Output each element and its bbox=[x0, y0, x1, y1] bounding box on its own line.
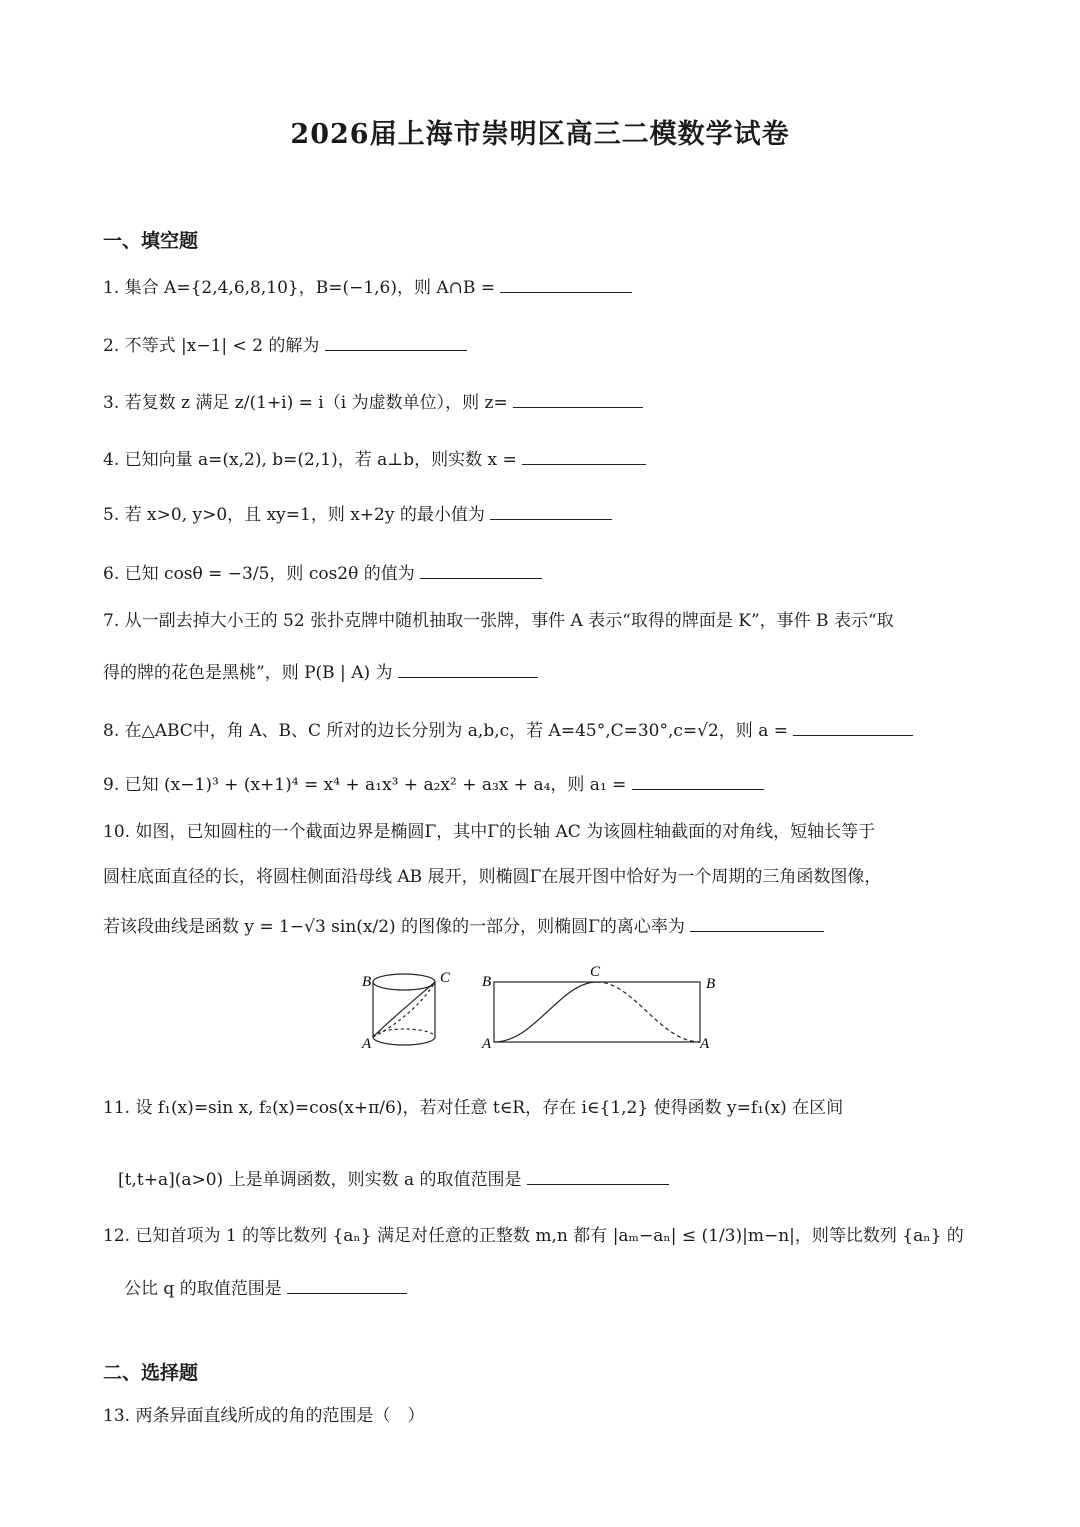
answer-blank[interactable] bbox=[490, 501, 612, 520]
q-text: 若 x>0, y>0，且 xy=1，则 x+2y 的最小值为 bbox=[124, 505, 485, 525]
q-text: [t,t+a](a>0) 上是单调函数，则实数 a 的取值范围是 bbox=[118, 1170, 522, 1190]
q-text: 从一副去掉大小王的 52 张扑克牌中随机抽取一张牌，事件 A 表示“取得的牌面是 K”，事件 B 表示“取 bbox=[124, 611, 894, 631]
label-a-cylinder: A bbox=[362, 1036, 372, 1052]
question-12 bbox=[103, 1224, 964, 1248]
unfolded-drawing bbox=[494, 982, 700, 1042]
q-text: 设 f₁(x)=sin x, f₂(x)=cos(x+π/6)，若对任意 t∈R，存在 i∈{1,2} 使得函数 y=f₁(x) 在区间 bbox=[135, 1098, 844, 1118]
question-11 bbox=[103, 1096, 843, 1120]
answer-blank[interactable] bbox=[287, 1275, 407, 1294]
q-num: 7. bbox=[103, 611, 120, 631]
section-choice: 二、选择题 bbox=[103, 1362, 199, 1384]
q-text: 得的牌的花色是黑桃”，则 P(B | A) 为 bbox=[103, 663, 393, 683]
answer-blank[interactable] bbox=[398, 659, 538, 678]
q-num: 12. bbox=[103, 1226, 131, 1246]
q-text: 集合 A={2,4,6,8,10}，B=(−1,6)，则 A∩B = bbox=[124, 278, 496, 298]
question-4 bbox=[103, 446, 646, 472]
q-text: 如图，已知圆柱的一个截面边界是椭圆Γ，其中Γ的长轴 AC 为该圆柱轴截面的对角线，短轴长等于 bbox=[135, 822, 876, 842]
cylinder-figure bbox=[360, 960, 720, 1060]
label-a-left: A bbox=[482, 1036, 492, 1052]
label-c-top: C bbox=[590, 964, 601, 980]
answer-blank[interactable] bbox=[325, 332, 467, 351]
sine-curve-left bbox=[494, 982, 597, 1042]
label-c-cylinder: C bbox=[440, 970, 451, 986]
q-text: 已知向量 a=(x,2), b=(2,1)，若 a⊥b，则实数 x = bbox=[124, 450, 517, 470]
cylinder-bottom-front bbox=[373, 1037, 435, 1045]
question-12-line-2 bbox=[124, 1275, 407, 1301]
q-text: 在△ABC中，角 A、B、C 所对的边长分别为 a,b,c，若 A=45°,C=30°,c=√2，则 a = bbox=[124, 721, 788, 741]
label-b-left: B bbox=[482, 974, 492, 990]
q-num: 6. bbox=[103, 564, 120, 584]
cylinder-top-ellipse bbox=[373, 974, 435, 990]
question-3 bbox=[103, 389, 643, 415]
q-num: 1. bbox=[103, 278, 120, 298]
q-num: 4. bbox=[103, 450, 120, 470]
q-text: 已知 (x−1)³ + (x+1)⁴ = x⁴ + a₁x³ + a₂x² + a₃x + a₄，则 a₁ = bbox=[124, 775, 627, 795]
label-a-right: A bbox=[700, 1036, 710, 1052]
question-5 bbox=[103, 501, 612, 527]
question-11-line-2 bbox=[118, 1166, 669, 1192]
q-num: 13. bbox=[103, 1406, 131, 1426]
question-8 bbox=[103, 717, 913, 743]
q-num: 2. bbox=[103, 336, 120, 356]
answer-blank[interactable] bbox=[522, 446, 646, 465]
question-2 bbox=[103, 332, 467, 358]
q-text: 不等式 |x−1| < 2 的解为 bbox=[124, 336, 320, 356]
q-text: 公比 q 的取值范围是 bbox=[124, 1279, 282, 1299]
cylinder-drawing bbox=[373, 974, 435, 1045]
answer-blank[interactable] bbox=[632, 771, 764, 790]
q-num: 10. bbox=[103, 822, 131, 842]
answer-blank[interactable] bbox=[420, 560, 542, 579]
section-fill-in: 一、填空题 bbox=[103, 230, 199, 252]
q-text: 已知 cosθ = −3/5，则 cos2θ 的值为 bbox=[124, 564, 415, 584]
cylinder-bottom-back bbox=[373, 1029, 435, 1037]
question-10 bbox=[103, 820, 875, 844]
answer-blank[interactable] bbox=[500, 274, 632, 293]
question-6 bbox=[103, 560, 542, 586]
answer-blank[interactable] bbox=[513, 389, 643, 408]
unfolded-rectangle bbox=[494, 982, 700, 1042]
label-b-right: B bbox=[706, 976, 716, 992]
q-num: 9. bbox=[103, 775, 120, 795]
sine-curve-right bbox=[597, 982, 700, 1042]
page-title: 2026届上海市崇明区高三二模数学试卷 bbox=[290, 119, 790, 150]
q-text: 两条异面直线所成的角的范围是（ ） bbox=[135, 1406, 425, 1426]
q-text: 若复数 z 满足 z/(1+i) = i（i 为虚数单位），则 z= bbox=[124, 393, 508, 413]
answer-blank[interactable] bbox=[527, 1166, 669, 1185]
question-10-line-3 bbox=[103, 913, 824, 939]
question-10-line-2 bbox=[103, 865, 881, 889]
question-7-line-2 bbox=[103, 659, 538, 685]
label-b-cylinder: B bbox=[362, 974, 372, 990]
q-num: 5. bbox=[103, 505, 120, 525]
question-9 bbox=[103, 771, 764, 797]
question-7 bbox=[103, 609, 894, 633]
q-text: 圆柱底面直径的长，将圆柱侧面沿母线 AB 展开，则椭圆Γ在展开图中恰好为一个周期的三角函数图像， bbox=[103, 867, 882, 887]
q-text: 若该段曲线是函数 y = 1−√3 sin(x/2) 的图像的一部分，则椭圆Γ的离心率为 bbox=[103, 917, 685, 937]
q-num: 11. bbox=[103, 1098, 131, 1118]
q-num: 3. bbox=[103, 393, 120, 413]
q-text: 已知首项为 1 的等比数列 {aₙ} 满足对任意的正整数 m,n 都有 |aₘ−aₙ| ≤ (1/3)|m−n|，则等比数列 {aₙ} 的 bbox=[135, 1226, 964, 1246]
q-num: 8. bbox=[103, 721, 120, 741]
question-13 bbox=[103, 1404, 424, 1428]
answer-blank[interactable] bbox=[793, 717, 913, 736]
question-1 bbox=[103, 274, 632, 300]
answer-blank[interactable] bbox=[690, 913, 824, 932]
